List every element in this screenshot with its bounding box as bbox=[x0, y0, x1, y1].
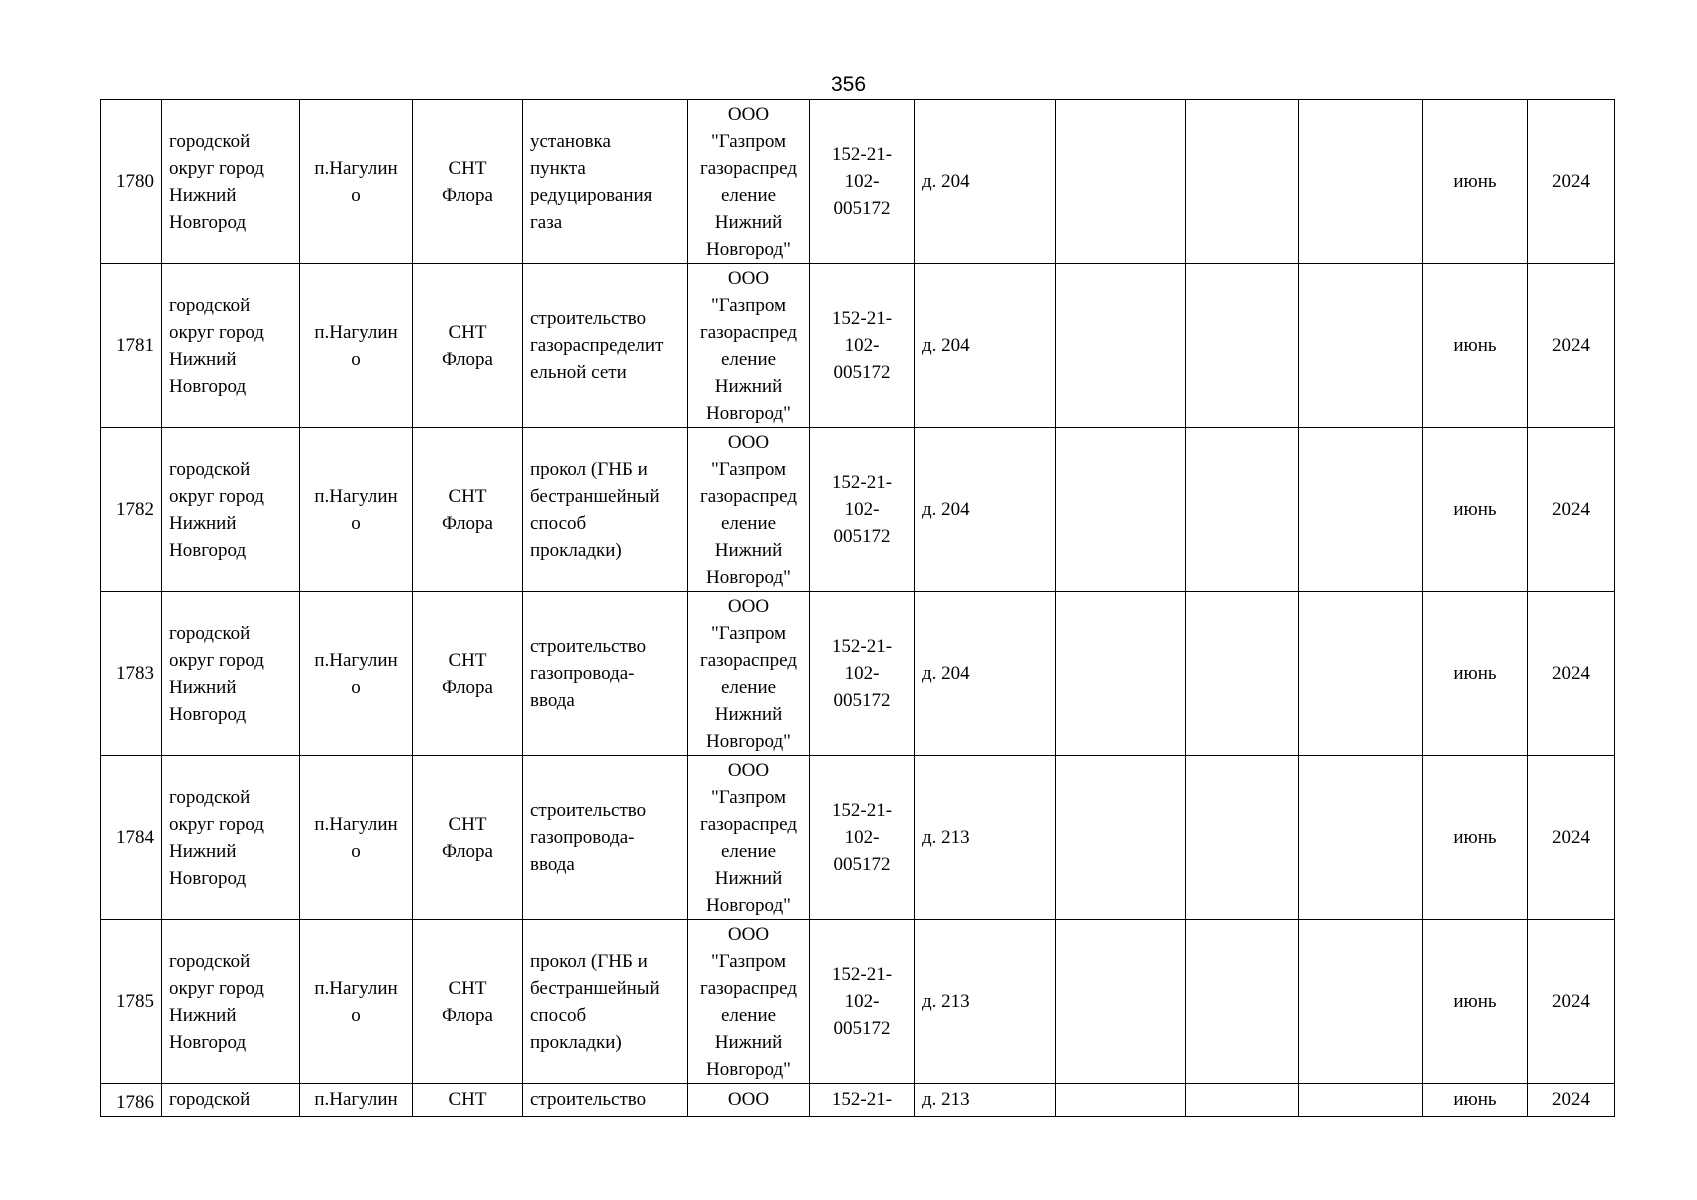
snt-text: СНТ Флора bbox=[442, 321, 493, 370]
row-number-cell bbox=[101, 100, 162, 264]
year-cell bbox=[1528, 100, 1615, 264]
empty-cell bbox=[1186, 100, 1299, 264]
empty-cell bbox=[1186, 1084, 1299, 1117]
organization-cell bbox=[688, 592, 810, 756]
work-type-text: прокол (ГНБ и бестраншейный способ прокладки) bbox=[530, 950, 660, 1053]
locality-text: п.Нагулин о bbox=[314, 321, 398, 370]
house-number-cell bbox=[915, 428, 1056, 592]
year-cell bbox=[1528, 1084, 1615, 1117]
year-text: 2024 bbox=[1552, 991, 1590, 1012]
table-row bbox=[101, 756, 1615, 920]
code-text: 152-21- 102- 005172 bbox=[831, 144, 893, 219]
month-cell bbox=[1423, 920, 1528, 1084]
locality-cell bbox=[300, 264, 413, 428]
snt-cell bbox=[413, 264, 523, 428]
work-type-text: строительство газопровода- ввода bbox=[530, 800, 647, 875]
snt-cell bbox=[413, 920, 523, 1084]
row-number-text: 1783 bbox=[116, 663, 154, 684]
snt-cell bbox=[413, 756, 523, 920]
work-type-text: установка пункта редуцирования газа bbox=[530, 130, 653, 233]
snt-cell bbox=[413, 428, 523, 592]
work-type-cell bbox=[523, 592, 688, 756]
organization-text: ООО "Газпром газораспред еление Нижний Новгород" bbox=[699, 103, 797, 260]
organization-cell bbox=[688, 920, 810, 1084]
snt-text: СНТ Флора bbox=[442, 977, 493, 1026]
house-number-cell bbox=[915, 100, 1056, 264]
district-cell bbox=[162, 592, 300, 756]
row-number-cell bbox=[101, 1084, 162, 1117]
empty-cell bbox=[1056, 264, 1186, 428]
row-number-cell bbox=[101, 920, 162, 1084]
district-text: городской округ город Нижний Новгород bbox=[169, 294, 264, 397]
locality-text: п.Нагулин bbox=[314, 1089, 398, 1110]
organization-text: ООО "Газпром газораспред еление Нижний Новгород" bbox=[699, 431, 797, 588]
snt-cell bbox=[413, 100, 523, 264]
month-text: июнь bbox=[1453, 663, 1497, 684]
snt-text: СНТ bbox=[448, 1089, 487, 1110]
code-text: 152-21- 102- 005172 bbox=[831, 636, 893, 711]
organization-text: ООО "Газпром газораспред еление Нижний Новгород" bbox=[699, 267, 797, 424]
code-text: 152-21- 102- 005172 bbox=[831, 800, 893, 875]
work-type-text: прокол (ГНБ и бестраншейный способ прокладки) bbox=[530, 458, 660, 561]
row-number-text: 1782 bbox=[116, 499, 154, 520]
empty-cell bbox=[1056, 1084, 1186, 1117]
data-table bbox=[100, 99, 1615, 1117]
locality-cell bbox=[300, 100, 413, 264]
table-row bbox=[101, 264, 1615, 428]
empty-cell bbox=[1186, 428, 1299, 592]
work-type-text: строительство газораспределит ельной сети bbox=[530, 308, 664, 383]
district-text: городской округ город Нижний Новгород bbox=[169, 786, 264, 889]
code-cell bbox=[810, 1084, 915, 1117]
row-number-text: 1784 bbox=[116, 827, 154, 848]
year-cell bbox=[1528, 264, 1615, 428]
month-text: июнь bbox=[1453, 171, 1497, 192]
code-cell bbox=[810, 756, 915, 920]
organization-cell bbox=[688, 264, 810, 428]
row-number-text: 1780 bbox=[116, 171, 154, 192]
work-type-cell bbox=[523, 920, 688, 1084]
month-cell bbox=[1423, 428, 1528, 592]
snt-text: СНТ Флора bbox=[442, 157, 493, 206]
row-number-cell bbox=[101, 428, 162, 592]
district-cell bbox=[162, 100, 300, 264]
code-cell bbox=[810, 264, 915, 428]
row-number-text: 1786 bbox=[116, 1092, 154, 1113]
district-cell bbox=[162, 428, 300, 592]
code-cell bbox=[810, 428, 915, 592]
month-text: июнь bbox=[1453, 335, 1497, 356]
snt-cell bbox=[413, 1084, 523, 1117]
house-number-text: д. 213 bbox=[922, 827, 970, 848]
table-row bbox=[101, 1084, 1615, 1117]
district-text: городской округ город Нижний Новгород bbox=[169, 130, 264, 233]
month-cell bbox=[1423, 592, 1528, 756]
empty-cell bbox=[1299, 100, 1423, 264]
district-cell bbox=[162, 264, 300, 428]
house-number-text: д. 204 bbox=[922, 335, 970, 356]
locality-text: п.Нагулин о bbox=[314, 977, 398, 1026]
locality-cell bbox=[300, 756, 413, 920]
row-number-cell bbox=[101, 592, 162, 756]
month-cell bbox=[1423, 100, 1528, 264]
empty-cell bbox=[1056, 592, 1186, 756]
house-number-cell bbox=[915, 264, 1056, 428]
table-row bbox=[101, 428, 1615, 592]
year-cell bbox=[1528, 592, 1615, 756]
locality-cell bbox=[300, 592, 413, 756]
empty-cell bbox=[1299, 592, 1423, 756]
empty-cell bbox=[1056, 756, 1186, 920]
house-number-text: д. 213 bbox=[922, 991, 970, 1012]
locality-text: п.Нагулин о bbox=[314, 813, 398, 862]
code-cell bbox=[810, 920, 915, 1084]
house-number-text: д. 204 bbox=[922, 499, 970, 520]
work-type-cell bbox=[523, 100, 688, 264]
work-type-cell bbox=[523, 428, 688, 592]
row-number-text: 1781 bbox=[116, 335, 154, 356]
empty-cell bbox=[1186, 592, 1299, 756]
empty-cell bbox=[1186, 756, 1299, 920]
district-text: городской округ город Нижний Новгород bbox=[169, 950, 264, 1053]
table-row bbox=[101, 100, 1615, 264]
organization-text: ООО bbox=[727, 1089, 770, 1110]
organization-cell bbox=[688, 428, 810, 592]
month-text: июнь bbox=[1453, 499, 1497, 520]
code-text: 152-21- bbox=[831, 1089, 893, 1110]
snt-cell bbox=[413, 592, 523, 756]
house-number-text: д. 204 bbox=[922, 663, 970, 684]
empty-cell bbox=[1299, 1084, 1423, 1117]
code-text: 152-21- 102- 005172 bbox=[831, 964, 893, 1039]
year-text: 2024 bbox=[1552, 1089, 1590, 1110]
month-cell bbox=[1423, 264, 1528, 428]
house-number-cell bbox=[915, 920, 1056, 1084]
row-number-cell bbox=[101, 756, 162, 920]
code-text: 152-21- 102- 005172 bbox=[831, 472, 893, 547]
organization-text: ООО "Газпром газораспред еление Нижний Новгород" bbox=[699, 759, 797, 916]
code-cell bbox=[810, 592, 915, 756]
empty-cell bbox=[1056, 428, 1186, 592]
snt-text: СНТ Флора bbox=[442, 649, 493, 698]
district-text: городской округ город Нижний Новгород bbox=[169, 458, 264, 561]
work-type-text: строительство bbox=[530, 1089, 647, 1110]
organization-cell bbox=[688, 100, 810, 264]
empty-cell bbox=[1299, 264, 1423, 428]
work-type-cell bbox=[523, 264, 688, 428]
row-number-cell bbox=[101, 264, 162, 428]
locality-cell bbox=[300, 920, 413, 1084]
house-number-text: д. 204 bbox=[922, 171, 970, 192]
organization-cell bbox=[688, 756, 810, 920]
month-cell bbox=[1423, 756, 1528, 920]
district-cell bbox=[162, 1084, 300, 1117]
empty-cell bbox=[1186, 920, 1299, 1084]
locality-text: п.Нагулин о bbox=[314, 649, 398, 698]
empty-cell bbox=[1299, 428, 1423, 592]
table-row bbox=[101, 592, 1615, 756]
work-type-cell bbox=[523, 1084, 688, 1117]
empty-cell bbox=[1186, 264, 1299, 428]
district-cell bbox=[162, 756, 300, 920]
year-text: 2024 bbox=[1552, 499, 1590, 520]
year-text: 2024 bbox=[1552, 827, 1590, 848]
table-row bbox=[101, 920, 1615, 1084]
district-text: городской bbox=[169, 1089, 251, 1110]
empty-cell bbox=[1056, 100, 1186, 264]
month-text: июнь bbox=[1453, 1089, 1497, 1110]
locality-text: п.Нагулин о bbox=[314, 485, 398, 534]
house-number-text: д. 213 bbox=[922, 1089, 970, 1110]
month-text: июнь bbox=[1453, 991, 1497, 1012]
house-number-cell bbox=[915, 592, 1056, 756]
code-cell bbox=[810, 100, 915, 264]
page-number: 356 bbox=[830, 73, 867, 96]
work-type-text: строительство газопровода- ввода bbox=[530, 636, 647, 711]
year-cell bbox=[1528, 920, 1615, 1084]
locality-text: п.Нагулин о bbox=[314, 157, 398, 206]
work-type-cell bbox=[523, 756, 688, 920]
snt-text: СНТ Флора bbox=[442, 485, 493, 534]
district-cell bbox=[162, 920, 300, 1084]
table-body bbox=[101, 100, 1615, 1117]
locality-cell bbox=[300, 428, 413, 592]
snt-text: СНТ Флора bbox=[442, 813, 493, 862]
row-number-text: 1785 bbox=[116, 991, 154, 1012]
empty-cell bbox=[1056, 920, 1186, 1084]
year-cell bbox=[1528, 428, 1615, 592]
empty-cell bbox=[1299, 756, 1423, 920]
year-text: 2024 bbox=[1552, 663, 1590, 684]
locality-cell bbox=[300, 1084, 413, 1117]
code-text: 152-21- 102- 005172 bbox=[831, 308, 893, 383]
year-text: 2024 bbox=[1552, 335, 1590, 356]
year-text: 2024 bbox=[1552, 171, 1590, 192]
organization-text: ООО "Газпром газораспред еление Нижний Новгород" bbox=[699, 923, 797, 1080]
month-text: июнь bbox=[1453, 827, 1497, 848]
organization-text: ООО "Газпром газораспред еление Нижний Новгород" bbox=[699, 595, 797, 752]
month-cell bbox=[1423, 1084, 1528, 1117]
organization-cell bbox=[688, 1084, 810, 1117]
house-number-cell bbox=[915, 756, 1056, 920]
empty-cell bbox=[1299, 920, 1423, 1084]
house-number-cell bbox=[915, 1084, 1056, 1117]
district-text: городской округ город Нижний Новгород bbox=[169, 622, 264, 725]
year-cell bbox=[1528, 756, 1615, 920]
